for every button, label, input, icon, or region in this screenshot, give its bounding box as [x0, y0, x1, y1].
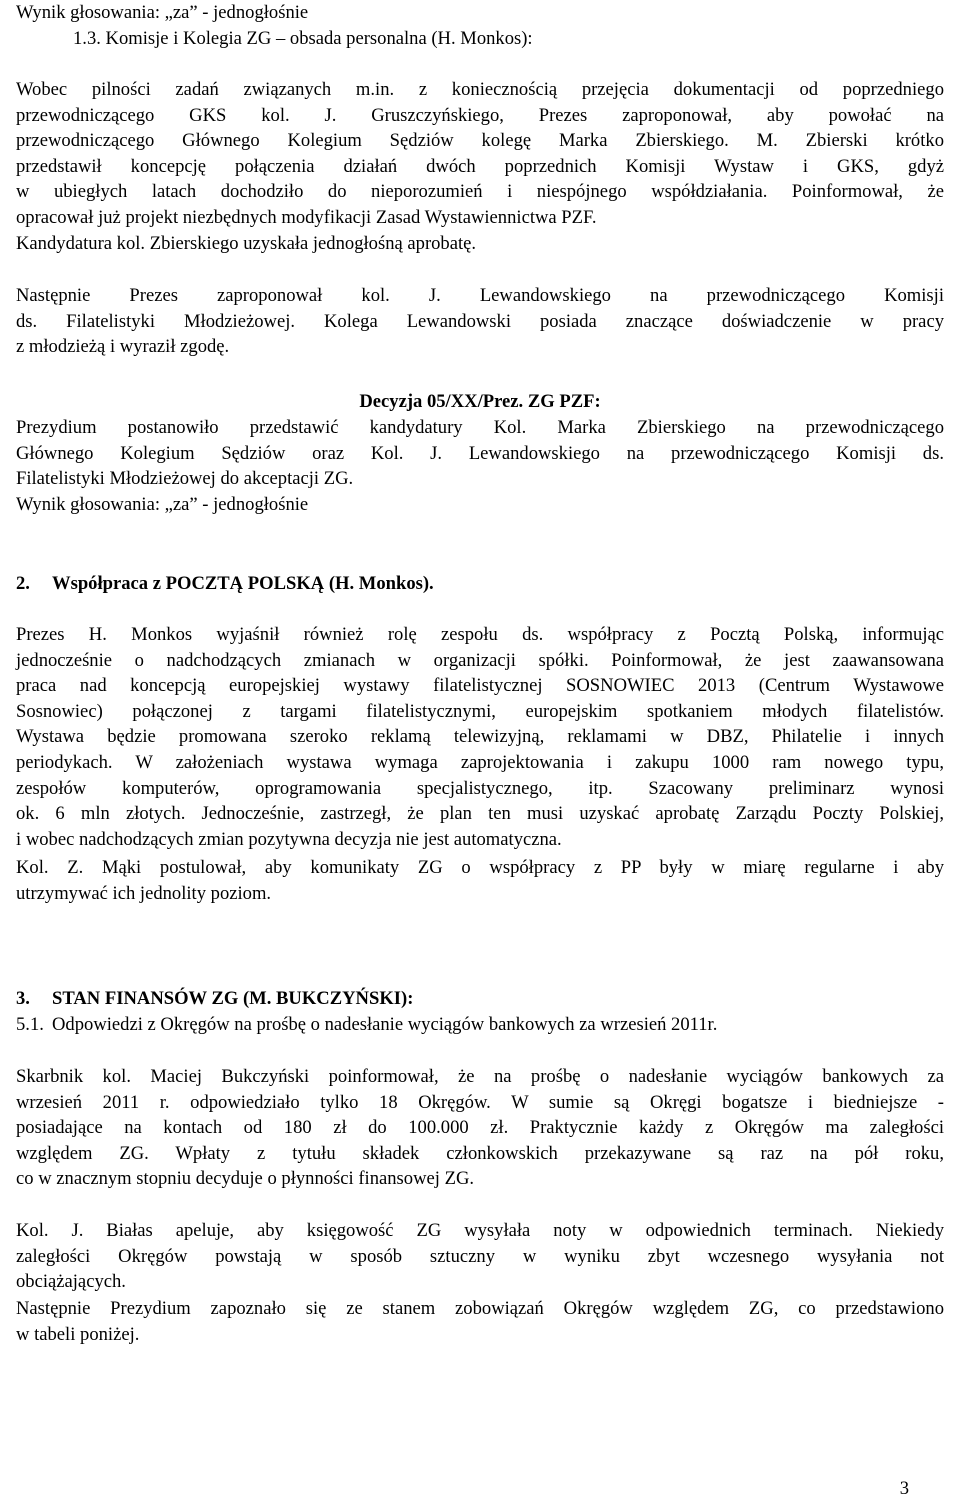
text-line: co w znacznym stopniu decyduje o płynności finansowej ZG. [16, 1168, 475, 1190]
decision-vote-result: Wynik głosowania: „za” - jednogłośnie [16, 493, 309, 515]
paragraph-appointment [16, 77, 944, 256]
subsection-number: 5.1. [16, 1014, 44, 1035]
paragraph-bialas [16, 1218, 944, 1295]
text-line: przewodniczącego Głównego Kolegium Sędziów kolegę Marka Zbierskiego. M. Zbierski krótko [16, 130, 944, 152]
text-line: Wobec pilności zadań związanych m.in. z koniecznością przejęcia dokumentacji od poprzedniego [16, 79, 944, 100]
decision-body [16, 415, 944, 517]
section-title: Współpraca z POCZTĄ POLSKĄ (H. Monkos). [52, 573, 434, 594]
text-line: Prezes H. Monkos wyjaśnił również rolę zespołu ds. współpracy z Pocztą Polską, informując [16, 624, 944, 645]
section-3-heading [16, 986, 413, 1012]
subsection-5-1-heading [16, 1012, 717, 1038]
text-line: zaległości Okręgów powstają w sposób sztuczny w wyniku zbyt wczesnego wysyłania not [16, 1245, 944, 1267]
text-line: przewodniczącego GKS kol. J. Gruszczyńskiego, Prezes zaproponował, aby powołać na [16, 104, 944, 126]
section-number: 3. [16, 988, 30, 1009]
text-line: Skarbnik kol. Maciej Bukczyński poinformował, że na prośbę o nadesłanie wyciągów bankowych za [16, 1066, 944, 1087]
text-line: Sosnowiec) połączonej z targami filatelistycznymi, europejskim spotkaniem młodych filatelistów. [16, 700, 944, 722]
text-line: wrzesień 2011 r. odpowiedziało tylko 18 Okręgów. W sumie są Okręgi bogatsze i biedniejsze - [16, 1091, 944, 1113]
text-line: posiadające na kontach od 180 zł do 100.000 zł. Praktycznie każdy z Okręgów ma zaległości [16, 1117, 944, 1139]
paragraph-poczta [16, 622, 944, 852]
text-line: przedstawił koncepcję połączenia działań dwóch poprzednich Komisji Wystaw i GKS, gdyż [16, 155, 944, 177]
text-line: praca nad koncepcją europejskiej wystawy filatelistycznej SOSNOWIEC 2013 (Centrum Wystawowe [16, 675, 944, 697]
paragraph-maki [16, 855, 944, 906]
text-line: Filatelistyki Młodzieżowej do akceptacji ZG. [16, 468, 354, 490]
subsection-title: Odpowiedzi z Okręgów na prośbę o nadesłanie wyciągów bankowych za wrzesień 2011r. [52, 1014, 718, 1035]
text-line: Kol. Z. Mąki postulował, aby komunikaty ZG o współpracy z PP były w miarę regularne i aby [16, 857, 944, 878]
vote-result-top: Wynik głosowania: „za” - jednogłośnie [16, 2, 309, 23]
text-line: Następnie Prezydium zapoznało się ze stanem zobowiązań Okręgów względem ZG, co przedstawiono [16, 1298, 944, 1319]
text-line: ds. Filatelistyki Młodzieżowej. Kolega Lewandowski posiada znaczące doświadczenie w pracy [16, 310, 944, 332]
text-line: utrzymywać ich jednolity poziom. [16, 882, 272, 904]
text-line: i wobec nadchodzących zmian pozytywna decyzja nie jest automatyczna. [16, 828, 562, 850]
text-line: Wystawa będzie promowana szeroko reklamą telewizyjną, reklamami w DBZ, Philatelie i innych [16, 726, 944, 748]
text-line: opracował już projekt niezbędnych modyfikacji Zasad Wystawiennictwa PZF. [16, 206, 597, 228]
decision-title: Decyzja 05/XX/Prez. ZG PZF: [359, 391, 601, 412]
text-line: Kol. J. Białas apeluje, aby księgowość ZG wysyłała noty w odpowiednich terminach. Niekiedy [16, 1220, 944, 1241]
text-line: Głównego Kolegium Sędziów oraz Kol. J. Lewandowskiego na przewodniczącego Komisji ds. [16, 442, 944, 464]
section-title: STAN FINANSÓW ZG (M. BUKCZYŃSKI): [52, 988, 414, 1009]
text-line: względem ZG. Wpłaty z tytułu składek członkowskich przekazywane są raz na pół roku, [16, 1142, 944, 1164]
text-line: Kandydatura kol. Zbierskiego uzyskała jednogłośną aprobatę. [16, 232, 477, 254]
paragraph-skarbnik [16, 1064, 944, 1192]
text-line: zespołów komputerów, oprogramowania specjalistycznego, itp. Szacowany preliminarz wynosi [16, 777, 944, 799]
text-line: Następnie Prezes zaproponował kol. J. Lewandowskiego na przewodniczącego Komisji [16, 285, 944, 306]
section-number: 2. [16, 573, 30, 594]
text-line: Prezydium postanowiło przedstawić kandydatury Kol. Marka Zbierskiego na przewodniczącego [16, 417, 944, 438]
paragraph-table-intro [16, 1296, 944, 1347]
page-number: 3 [899, 1478, 909, 1499]
text-line: z młodzieżą i wyraził zgodę. [16, 336, 230, 358]
text-line: periodykach. W założeniach wystawa wymaga zaprojektowania i zakupu 1000 ram nowego typu, [16, 751, 944, 773]
paragraph-lewandowski [16, 283, 944, 360]
subsection-heading: 1.3. Komisje i Kolegia ZG – obsada personalna (H. Monkos): [73, 28, 533, 49]
text-line: w tabeli poniżej. [16, 1323, 140, 1345]
text-line: ok. 6 mln złotych. Jednocześnie, zastrzegł, że plan ten musi uzyskać aprobatę Zarządu Poczty Polskiej, [16, 803, 944, 825]
text-line: w ubiegłych latach dochodziło do nieporozumień i niespójnego współdziałania. Poinformował, że [16, 181, 944, 203]
section-2-heading [16, 571, 434, 597]
text-line: obciążających. [16, 1271, 126, 1293]
text-line: jednocześnie o nadchodzących zmianach w organizacji spółki. Poinformował, że jest zaawansowana [16, 649, 944, 671]
